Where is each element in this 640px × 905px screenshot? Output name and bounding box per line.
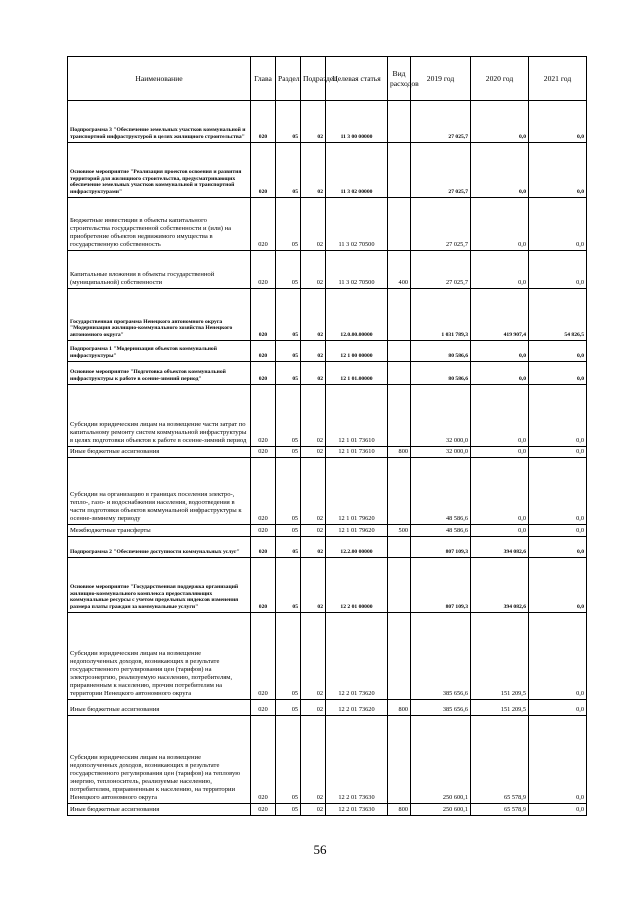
header-target: Целевая статья: [326, 57, 388, 101]
row-y2019-cell: 80 586,6: [411, 362, 471, 385]
table-row: [68, 385, 587, 447]
row-cs-cell: 12 2 01 73630: [326, 716, 388, 804]
row-name-cell: Основное мероприятие "Подготовка объектов коммунальной инфраструктуры к работе в осенне-зимний период": [68, 362, 251, 385]
row-pr-cell: 02: [301, 537, 326, 558]
row-gl-cell: 020: [251, 341, 276, 362]
row-y2019-cell: 250 600,1: [411, 804, 471, 816]
row-pr-cell: 02: [301, 362, 326, 385]
header-2019: 2019 год: [411, 57, 471, 101]
row-gl-cell: 020: [251, 458, 276, 525]
row-rz-cell: 05: [276, 341, 301, 362]
row-cs-cell: 12 2 01 73620: [326, 613, 388, 700]
row-y2020-cell: 0,0: [471, 101, 529, 143]
table-row: [68, 613, 587, 700]
row-name-cell: Иные бюджетные ассигнования: [68, 700, 251, 716]
row-cs-cell: 12 1 01 73610: [326, 447, 388, 458]
row-pr-cell: 02: [301, 385, 326, 447]
row-rz-cell: 05: [276, 700, 301, 716]
row-y2021-cell: 0,0: [529, 716, 587, 804]
row-pr-cell: 02: [301, 558, 326, 613]
row-gl-cell: 020: [251, 525, 276, 537]
row-gl-cell: 020: [251, 362, 276, 385]
row-vr-cell: [388, 458, 411, 525]
row-cs-cell: 11 3 02 70500: [326, 198, 388, 251]
row-y2020-cell: 0,0: [471, 251, 529, 289]
row-y2021-cell: 0,0: [529, 251, 587, 289]
row-gl-cell: 020: [251, 537, 276, 558]
row-rz-cell: 05: [276, 613, 301, 700]
row-y2020-cell: 0,0: [471, 525, 529, 537]
row-rz-cell: 05: [276, 447, 301, 458]
row-vr-cell: [388, 143, 411, 198]
row-y2021-cell: 0,0: [529, 385, 587, 447]
row-rz-cell: 05: [276, 525, 301, 537]
row-y2019-cell: 27 025,7: [411, 143, 471, 198]
row-pr-cell: 02: [301, 198, 326, 251]
row-vr-cell: 400: [388, 251, 411, 289]
row-y2020-cell: 0,0: [471, 143, 529, 198]
row-gl-cell: 020: [251, 289, 276, 341]
row-name-cell: Капитальные вложения в объекты государственной (муниципальной) собственности: [68, 251, 251, 289]
row-y2019-cell: 807 109,3: [411, 558, 471, 613]
row-y2020-cell: 0,0: [471, 385, 529, 447]
row-y2019-cell: 385 656,6: [411, 613, 471, 700]
row-y2020-cell: 65 578,9: [471, 804, 529, 816]
row-y2019-cell: 27 025,7: [411, 198, 471, 251]
row-y2019-cell: 27 025,7: [411, 251, 471, 289]
header-name: Наименование: [68, 57, 251, 101]
table-row: [68, 700, 587, 716]
row-name-cell: Основное мероприятие "Государственная поддержка организаций жилищно-коммунального комплекса предоставляющих коммунальные ресурсы с учетом предельных индексов изменения размера платы граждан за коммунальные услуги": [68, 558, 251, 613]
row-y2021-cell: 0,0: [529, 700, 587, 716]
row-y2020-cell: 0,0: [471, 362, 529, 385]
row-y2019-cell: 27 025,7: [411, 101, 471, 143]
table-row: [68, 341, 587, 362]
row-y2021-cell: 0,0: [529, 804, 587, 816]
row-name-cell: Субсидии юридическим лицам на возмещение недополученных доходов, возникающих в результате государственного регулирования цен (тарифов) на электроэнергию, реализуемую населению, потребителям, приравненным к населению, прочим потребителям на территории Ненецкого автономного округа: [68, 613, 251, 700]
row-cs-cell: 12 2 01 73620: [326, 700, 388, 716]
budget-table-sheet: [67, 56, 586, 816]
row-gl-cell: 020: [251, 385, 276, 447]
row-name-cell: Подпрограмма 1 "Модернизация объектов коммунальной инфраструктуры": [68, 341, 251, 362]
table-row: [68, 537, 587, 558]
row-gl-cell: 020: [251, 143, 276, 198]
row-y2020-cell: 151 209,5: [471, 700, 529, 716]
table-row: [68, 716, 587, 804]
row-y2021-cell: 0,0: [529, 458, 587, 525]
budget-table: [67, 56, 587, 816]
row-cs-cell: 12 1 01.00000: [326, 362, 388, 385]
row-pr-cell: 02: [301, 458, 326, 525]
row-y2019-cell: 1 031 789,3: [411, 289, 471, 341]
row-y2019-cell: 807 109,3: [411, 537, 471, 558]
row-name-cell: Межбюджетные трансферты: [68, 525, 251, 537]
row-y2021-cell: 0,0: [529, 362, 587, 385]
row-pr-cell: 02: [301, 716, 326, 804]
row-y2019-cell: 32 000,0: [411, 447, 471, 458]
table-row: [68, 804, 587, 816]
row-rz-cell: 05: [276, 362, 301, 385]
row-gl-cell: 020: [251, 804, 276, 816]
row-pr-cell: 02: [301, 447, 326, 458]
row-y2019-cell: 80 586,6: [411, 341, 471, 362]
row-vr-cell: 800: [388, 804, 411, 816]
row-name-cell: Подпрограмма 3 "Обеспечение земельных участков коммунальной и транспортной инфраструктурой в целях жилищного строительства": [68, 101, 251, 143]
row-name-cell: Субсидии юридическим лицам на возмещение части затрат по капитальному ремонту систем коммунальной инфраструктуры в целях подготовки объектов к работе в осенне-зимний период: [68, 385, 251, 447]
table-row: [68, 198, 587, 251]
row-y2020-cell: 0,0: [471, 458, 529, 525]
row-y2021-cell: 0,0: [529, 341, 587, 362]
row-name-cell: Иные бюджетные ассигнования: [68, 804, 251, 816]
row-y2020-cell: 394 082,6: [471, 537, 529, 558]
table-row: [68, 458, 587, 525]
row-pr-cell: 02: [301, 289, 326, 341]
row-pr-cell: 02: [301, 700, 326, 716]
row-pr-cell: 02: [301, 341, 326, 362]
row-rz-cell: 05: [276, 143, 301, 198]
row-rz-cell: 05: [276, 458, 301, 525]
table-row: [68, 558, 587, 613]
header-2020: 2020 год: [471, 57, 529, 101]
row-y2021-cell: 0,0: [529, 537, 587, 558]
row-y2020-cell: 0,0: [471, 447, 529, 458]
row-y2019-cell: 250 600,1: [411, 716, 471, 804]
row-cs-cell: 11 3 02 00000: [326, 143, 388, 198]
row-rz-cell: 05: [276, 385, 301, 447]
row-vr-cell: [388, 537, 411, 558]
row-name-cell: Бюджетные инвестиции в объекты капитального строительства государственной собственности и (или) на приобретение объектов недвижимого имущества в государственную собственность: [68, 198, 251, 251]
row-gl-cell: 020: [251, 716, 276, 804]
row-vr-cell: [388, 613, 411, 700]
header-chapter: Глава: [251, 57, 276, 101]
row-pr-cell: 02: [301, 613, 326, 700]
row-rz-cell: 05: [276, 101, 301, 143]
page-number: 56: [313, 842, 327, 857]
row-vr-cell: [388, 362, 411, 385]
row-cs-cell: 12 1 01 79620: [326, 458, 388, 525]
row-gl-cell: 020: [251, 198, 276, 251]
row-rz-cell: 05: [276, 716, 301, 804]
header-subsection: Подраздел: [301, 57, 326, 101]
row-vr-cell: 800: [388, 447, 411, 458]
row-name-cell: Субсидии на организацию в границах поселения электро-, тепло-, газо- и водоснабжения населения, водоотведения в части подготовки объектов коммунальной инфраструктуры к осенне-зимнему периоду: [68, 458, 251, 525]
row-y2020-cell: 419 907,4: [471, 289, 529, 341]
row-rz-cell: 05: [276, 537, 301, 558]
row-cs-cell: 12.0.00.00000: [326, 289, 388, 341]
row-name-cell: Подпрограмма 2 "Обеспечение доступности коммунальных услуг": [68, 537, 251, 558]
row-name-cell: Государственная программа Ненецкого автономного округа "Модернизация жилищно-коммунального хозяйства Ненецкого автономного округа": [68, 289, 251, 341]
row-pr-cell: 02: [301, 525, 326, 537]
row-y2021-cell: 0,0: [529, 143, 587, 198]
row-rz-cell: 05: [276, 558, 301, 613]
header-2021: 2021 год: [529, 57, 587, 101]
row-gl-cell: 020: [251, 447, 276, 458]
row-cs-cell: 12 1 00 00000: [326, 341, 388, 362]
header-section: Раздел: [276, 57, 301, 101]
row-y2021-cell: 0,0: [529, 198, 587, 251]
row-pr-cell: 02: [301, 143, 326, 198]
row-y2020-cell: 151 209,5: [471, 613, 529, 700]
row-vr-cell: [388, 101, 411, 143]
row-rz-cell: 05: [276, 289, 301, 341]
row-y2019-cell: 385 656,6: [411, 700, 471, 716]
table-header-row: [68, 57, 587, 101]
row-name-cell: Субсидии юридическим лицам на возмещение недополученных доходов, возникающих в результате государственного регулирования цен (тарифов) на тепловую энергию, теплоноситель, реализуемые населению, потребителям, приравненным к населению, на территории Ненецкого автономного округа: [68, 716, 251, 804]
row-pr-cell: 02: [301, 251, 326, 289]
row-y2020-cell: 0,0: [471, 198, 529, 251]
row-vr-cell: [388, 341, 411, 362]
row-y2021-cell: 0,0: [529, 101, 587, 143]
row-cs-cell: 12 1 01 73610: [326, 385, 388, 447]
row-y2021-cell: 0,0: [529, 613, 587, 700]
row-y2021-cell: 54 826,5: [529, 289, 587, 341]
row-y2021-cell: 0,0: [529, 447, 587, 458]
row-pr-cell: 02: [301, 101, 326, 143]
table-row: [68, 289, 587, 341]
row-gl-cell: 020: [251, 251, 276, 289]
row-cs-cell: 12 2 01 00000: [326, 558, 388, 613]
table-body: [68, 101, 587, 816]
table-row: [68, 143, 587, 198]
row-rz-cell: 05: [276, 804, 301, 816]
row-y2019-cell: 32 000,0: [411, 385, 471, 447]
row-vr-cell: [388, 716, 411, 804]
row-gl-cell: 020: [251, 558, 276, 613]
row-gl-cell: 020: [251, 613, 276, 700]
row-vr-cell: [388, 198, 411, 251]
row-pr-cell: 02: [301, 804, 326, 816]
row-rz-cell: 05: [276, 198, 301, 251]
row-vr-cell: [388, 385, 411, 447]
row-gl-cell: 020: [251, 700, 276, 716]
row-y2020-cell: 65 578,9: [471, 716, 529, 804]
row-cs-cell: 12.2.00 00000: [326, 537, 388, 558]
row-cs-cell: 11 3 00 00000: [326, 101, 388, 143]
row-y2021-cell: 0,0: [529, 525, 587, 537]
table-row: [68, 101, 587, 143]
table-row: [68, 362, 587, 385]
row-name-cell: Основное мероприятие "Реализация проектов освоения и развития территорий для жилищного строительства, предусматривающих обеспечение земельных участков коммунальной и транспортной инфраструктурами": [68, 143, 251, 198]
row-vr-cell: 800: [388, 700, 411, 716]
header-expense: Вид расходов: [388, 57, 411, 101]
table-row: [68, 447, 587, 458]
row-y2021-cell: 0,0: [529, 558, 587, 613]
row-y2019-cell: 48 586,6: [411, 525, 471, 537]
row-cs-cell: 12 1 01 79620: [326, 525, 388, 537]
row-vr-cell: [388, 558, 411, 613]
row-rz-cell: 05: [276, 251, 301, 289]
row-y2020-cell: 394 082,6: [471, 558, 529, 613]
table-row: [68, 525, 587, 537]
row-y2020-cell: 0,0: [471, 341, 529, 362]
row-vr-cell: [388, 289, 411, 341]
row-gl-cell: 020: [251, 101, 276, 143]
row-name-cell: Иные бюджетные ассигнования: [68, 447, 251, 458]
row-vr-cell: 500: [388, 525, 411, 537]
table-row: [68, 251, 587, 289]
row-y2019-cell: 48 586,6: [411, 458, 471, 525]
row-cs-cell: 12 2 01 73630: [326, 804, 388, 816]
row-cs-cell: 11 3 02 70500: [326, 251, 388, 289]
